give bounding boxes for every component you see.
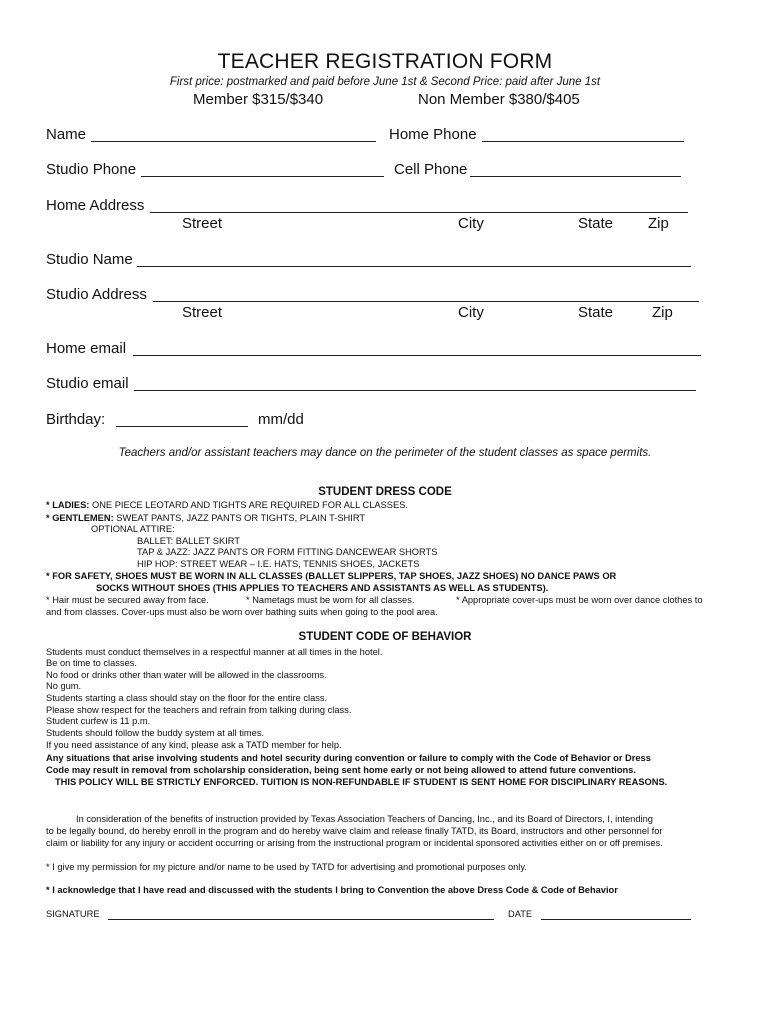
studio-name-label: Studio Name <box>46 251 133 268</box>
waiver-line-2: to be legally bound, do hereby enroll in the program and do hereby waive claim and release finally TATD, its Board, instructors and other personnel for <box>46 826 663 836</box>
behavior-heading: STUDENT CODE OF BEHAVIOR <box>298 631 472 643</box>
behavior-line: No gum. <box>46 681 82 691</box>
coverups-rule: * Appropriate cover-ups must be worn over dance clothes to <box>456 595 703 605</box>
studio-address-street: Street <box>182 304 223 321</box>
studio-address-city: City <box>458 304 484 321</box>
nonmember-price: Non Member $380/$405 <box>418 91 580 108</box>
birthday-label: Birthday: <box>46 411 106 428</box>
behavior-warning-2: Code may result in removal from scholarship consideration, being sent home early or not being allowed to attend future conventions. <box>46 765 636 775</box>
home-phone-label: Home Phone <box>389 126 477 143</box>
coverups-rule-2: and from classes. Cover-ups must also be worn over bathing suits when going to the pool area. <box>46 607 438 617</box>
date-field[interactable] <box>541 919 691 920</box>
home-address-street: Street <box>182 215 223 232</box>
studio-address-zip: Zip <box>652 304 673 321</box>
studio-address-state: State <box>578 304 614 321</box>
gentlemen-text: SWEAT PANTS, JAZZ PANTS OR TIGHTS, PLAIN T-SHIRT <box>113 513 366 523</box>
ballet-attire: BALLET: BALLET SKIRT <box>137 536 241 546</box>
name-field[interactable] <box>91 141 376 142</box>
acknowledge-statement: * I acknowledge that I have read and discussed with the students I bring to Convention the above Dress Code & Code of Behavior <box>46 885 618 895</box>
behavior-warning-1: Any situations that arise involving students and hotel security during convention or failure to comply with the Code of Behavior or Dress <box>46 753 651 763</box>
home-phone-field[interactable] <box>482 141 684 142</box>
birthday-field[interactable] <box>116 426 248 427</box>
studio-address-field[interactable] <box>153 301 699 302</box>
studio-address-label: Studio Address <box>46 286 147 303</box>
signature-field[interactable] <box>108 919 494 920</box>
behavior-line: No food or drinks other than water will be allowed in the classrooms. <box>46 670 327 680</box>
name-label: Name <box>46 126 87 143</box>
waiver-line-1: In consideration of the benefits of instruction provided by Texas Association Teachers of Dancing, Inc., and its Board of Directors, I, intending <box>76 814 653 824</box>
safety-line-1: * FOR SAFETY, SHOES MUST BE WORN IN ALL CLASSES (BALLET SLIPPERS, TAP SHOES, JAZZ SHOES) NO DANCE PAWS OR <box>46 571 617 581</box>
home-address-label: Home Address <box>46 197 145 214</box>
signature-label: SIGNATURE <box>46 909 100 919</box>
permission-statement: * I give my permission for my picture and/or name to be used by TATD for advertising and promotional purposes only. <box>46 862 527 872</box>
studio-email-label: Studio email <box>46 375 129 392</box>
behavior-line: Student curfew is 11 p.m. <box>46 716 151 726</box>
nametags-rule: * Nametags must be worn for all classes. <box>246 595 415 605</box>
behavior-line: Students must conduct themselves in a respectful manner at all times in the hotel. <box>46 647 383 657</box>
safety-line-2: SOCKS WITHOUT SHOES (THIS APPLIES TO TEACHERS AND ASSISTANTS AS WELL AS STUDENTS). <box>96 583 549 593</box>
dress-code-ladies <box>46 500 408 511</box>
birthday-format: mm/dd <box>258 411 304 428</box>
behavior-line: Students starting a class should stay on the floor for the entire class. <box>46 693 328 703</box>
behavior-line: Be on time to classes. <box>46 658 137 668</box>
home-address-city: City <box>458 215 484 232</box>
home-address-field[interactable] <box>150 212 688 213</box>
date-label: DATE <box>508 909 533 919</box>
studio-phone-label: Studio Phone <box>46 161 137 178</box>
tap-jazz-attire: TAP & JAZZ: JAZZ PANTS OR FORM FITTING DANCEWEAR SHORTS <box>137 547 438 557</box>
dress-code-heading: STUDENT DRESS CODE <box>318 486 452 498</box>
behavior-warning-3: THIS POLICY WILL BE STRICTLY ENFORCED. TUITION IS NON-REFUNDABLE IF STUDENT IS SENT HOME FOR DISCIPLINARY REASONS. <box>55 777 668 787</box>
behavior-line: Please show respect for the teachers and refrain from talking during class. <box>46 705 352 715</box>
studio-email-field[interactable] <box>134 390 696 391</box>
behavior-line: Students should follow the buddy system at all times. <box>46 728 265 738</box>
member-price: Member $315/$340 <box>193 91 324 108</box>
form-subtitle: First price: postmarked and paid before June 1st & Second Price: paid after June 1st <box>169 76 601 88</box>
cell-phone-field[interactable] <box>470 176 681 177</box>
home-email-field[interactable] <box>133 355 701 356</box>
perimeter-note: Teachers and/or assistant teachers may dance on the perimeter of the student classes as space permits. <box>118 447 652 459</box>
hip-hop-attire: HIP HOP: STREET WEAR – I.E. HATS, TENNIS SHOES, JACKETS <box>137 559 420 569</box>
studio-phone-field[interactable] <box>141 176 384 177</box>
gentlemen-label: * GENTLEMEN: <box>46 513 114 523</box>
waiver-line-3: claim or liability for any injury or accident occurring or arising from the instructional program or incidental sponsored activities either on or off premises. <box>46 838 663 848</box>
hair-rule: * Hair must be secured away from face. <box>46 595 209 605</box>
home-address-state: State <box>578 215 614 232</box>
dress-code-gentlemen <box>46 513 365 524</box>
ladies-text: ONE PIECE LEOTARD AND TIGHTS ARE REQUIRED FOR ALL CLASSES. <box>89 500 408 510</box>
home-address-zip: Zip <box>648 215 669 232</box>
behavior-line: If you need assistance of any kind, please ask a TATD member for help. <box>46 740 342 750</box>
cell-phone-label: Cell Phone <box>394 161 468 178</box>
ladies-label: * LADIES: <box>46 500 90 510</box>
studio-name-field[interactable] <box>137 266 691 267</box>
home-email-label: Home email <box>46 340 127 357</box>
optional-attire: OPTIONAL ATTIRE: <box>91 524 175 534</box>
form-title: TEACHER REGISTRATION FORM <box>217 50 553 73</box>
